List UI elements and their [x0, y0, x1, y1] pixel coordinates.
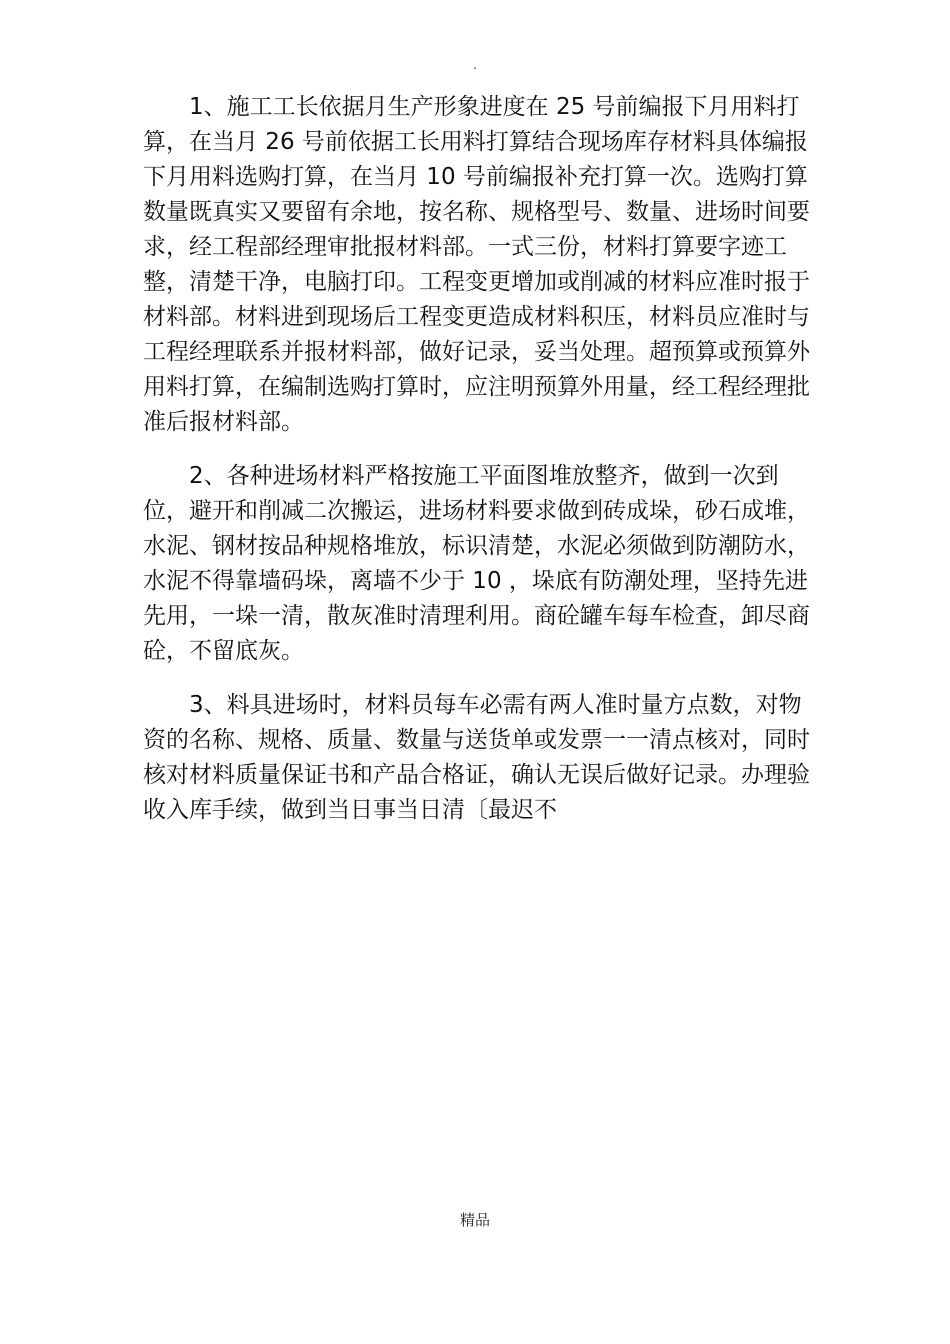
header-mark: . — [473, 58, 477, 72]
document-body — [143, 90, 823, 847]
paragraph-2: 2、各种进场材料严格按施工平面图堆放整齐，做到一次到位，避开和削减二次搬运，进场材料要求做到砖成垛，砂石成堆，水泥、钢材按品种规格堆放，标识清楚，水泥必须做到防潮防水，水泥不得靠墙码垛，离墙不少于 10 ，垛底有防潮处理，坚持先进先用，一垛一清，散灰准时清理利用。商砼罐车每车检查，卸尽商砼，不留底灰。 — [143, 463, 810, 664]
footer-label: 精品 — [459, 1211, 490, 1229]
paragraph-3: 3、料具进场时，材料员每车必需有两人准时量方点数，对物资的名称、规格、质量、数量与送货单或发票一一清点核对，同时核对材料质量保证书和产品合格证，确认无误后做好记录。办理验收入库手续，做到当日事当日清〔最迟不 — [143, 692, 810, 823]
paragraph-1: 1、施工工长依据月生产形象进度在 25 号前编报下月用料打算，在当月 26 号前依据工长用料打算结合现场库存材料具体编报下月用料选购打算，在当月 10 号前编报补充打算一次。选购打算数量既真实又要留有余地，按名称、规格型号、数量、进场时间要求，经工程部经理审批报材料部。一式三份，材料打算要字迹工整，清楚干净，电脑打印。工程变更增加或削减的材料应准时报于材料部。材料进到现场后工程变更造成材料积压，材料员应准时与工程经理联系并报材料部，做好记录，妥当处理。超预算或预算外用料打算，在编制选购打算时，应注明预算外用量，经工程经理批准后报材料部。 — [143, 94, 810, 435]
